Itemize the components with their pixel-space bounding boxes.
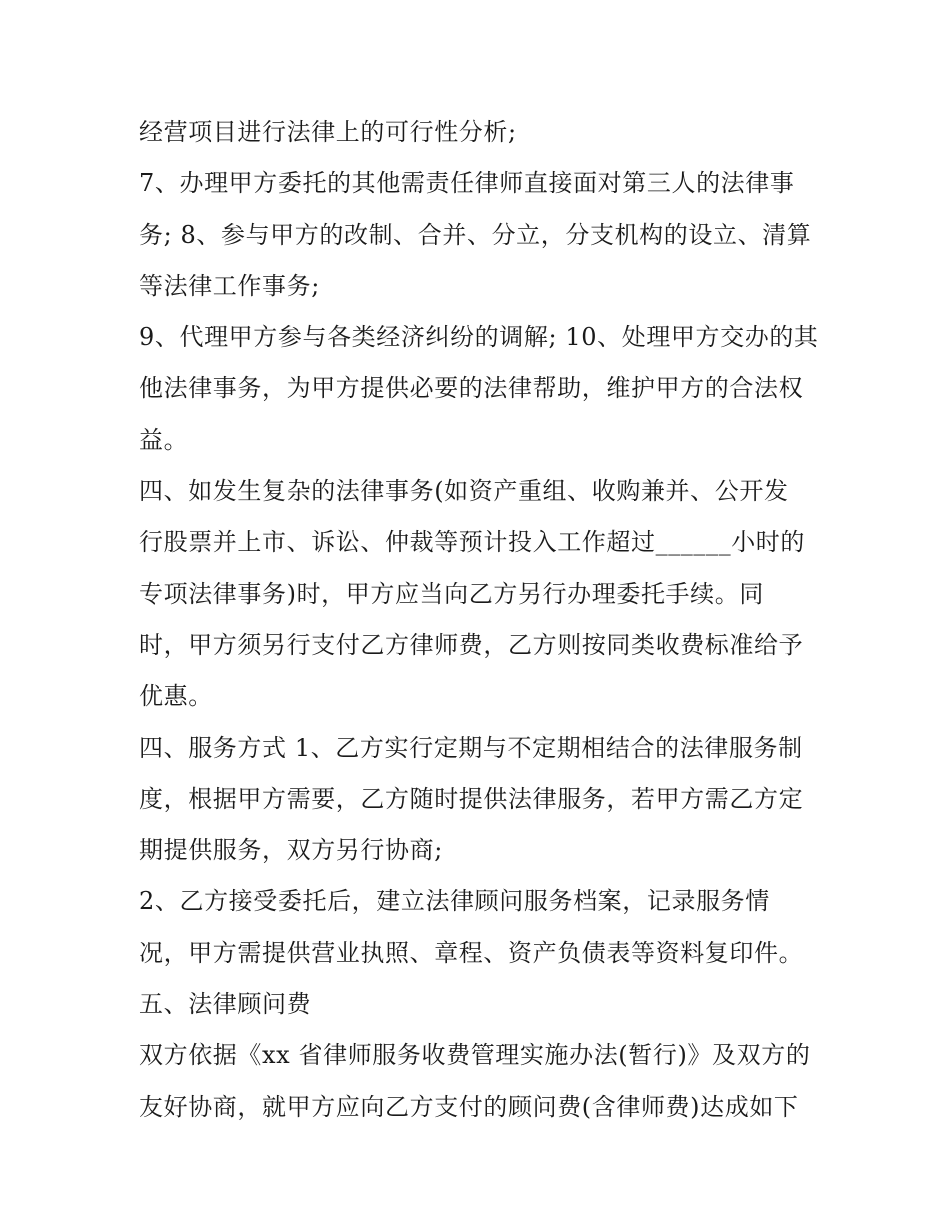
text-line: 9、代理甲方参与各类经济纠纷的调解; 10、处理甲方交办的其 (139, 323, 819, 352)
text-line: 行股票并上市、诉讼、仲裁等预计投入工作超过______小时的 (139, 528, 805, 557)
text-line: 专项法律事务)时，甲方应当向乙方另行办理委托手续。同 (139, 579, 764, 608)
text-line: 7、办理甲方委托的其他需责任律师直接面对第三人的法律事 (139, 169, 795, 198)
text-line: 益。 (139, 425, 189, 454)
text-line: 2、乙方接受委托后，建立法律顾问服务档案，记录服务情 (139, 887, 770, 916)
text-line: 期提供服务，双方另行协商; (139, 836, 443, 865)
text-line: 经营项目进行法律上的可行性分析; (139, 118, 517, 146)
text-line: 四、如发生复杂的法律事务(如资产重组、收购兼并、公开发 (139, 477, 789, 506)
text-line: 他法律事务，为甲方提供必要的法律帮助，维护甲方的合法权 (139, 374, 804, 403)
text-line: 五、法律顾问费 (139, 990, 312, 1019)
text-line: 等法律工作事务; (139, 271, 320, 300)
text-line: 务; 8、参与甲方的改制、合并、分立，分支机构的设立、清算 (139, 220, 812, 249)
text-line: 时，甲方须另行支付乙方律师费，乙方则按同类收费标准给予 (139, 630, 804, 659)
text-line: 双方依据《xx 省律师服务收费管理实施办法(暂行)》及双方的 (139, 1041, 811, 1070)
text-line: 友好协商，就甲方应向乙方支付的顾问费(含律师费)达成如下 (139, 1092, 799, 1121)
text-line: 四、服务方式 1、乙方实行定期与不定期相结合的法律服务制 (139, 733, 803, 762)
text-line: 优惠。 (139, 682, 213, 711)
document-body (139, 107, 819, 1133)
text-line: 况，甲方需提供营业执照、章程、资产负债表等资料复印件。 (139, 938, 804, 967)
text-line: 度，根据甲方需要，乙方随时提供法律服务，若甲方需乙方定 (139, 784, 804, 813)
